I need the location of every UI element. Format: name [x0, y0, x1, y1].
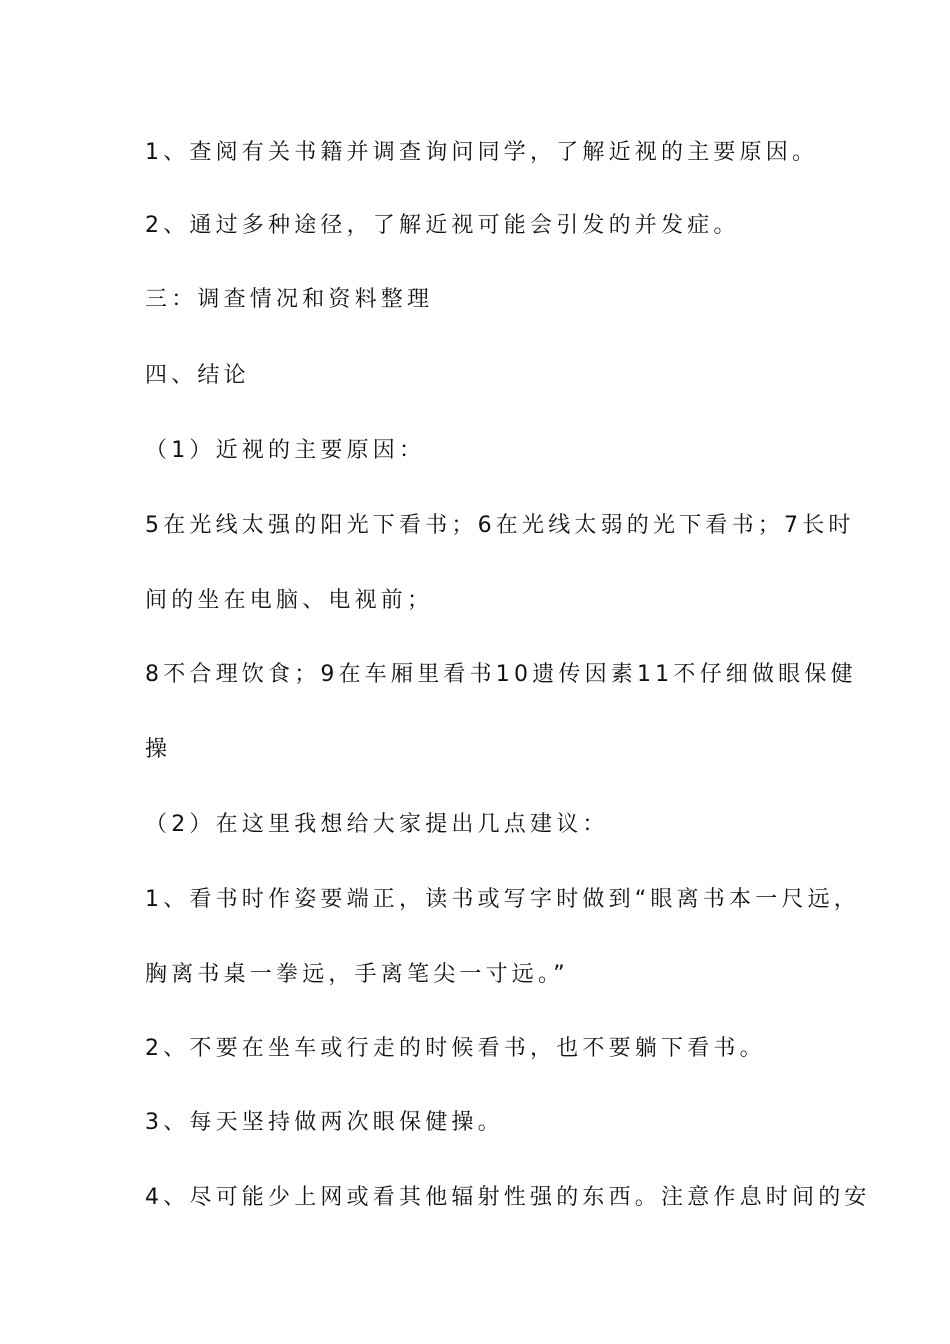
method-item-1: 1、查阅有关书籍并调查询问同学，了解近视的主要原因。: [145, 140, 819, 165]
suggestion-1-line-1: 1、看书时作姿要端正，读书或写字时做到“眼离书本一尺远，: [145, 887, 860, 912]
subheading-suggestions: （2）在这里我想给大家提出几点建议：: [145, 812, 609, 837]
section-heading-conclusion: 四、结论: [145, 363, 250, 388]
suggestion-1-line-2: 胸离书桌一拳远，手离笔尖一寸远。”: [145, 962, 569, 987]
subheading-causes: （1）近视的主要原因：: [145, 438, 426, 463]
causes-text-line-4: 操: [145, 737, 172, 762]
suggestion-2: 2、不要在坐车或行走的时候看书，也不要躺下看书。: [145, 1036, 766, 1061]
suggestion-3: 3、每天坚持做两次眼保健操。: [145, 1110, 504, 1135]
suggestion-4: 4、尽可能少上网或看其他辐射性强的东西。注意作息时间的安: [145, 1185, 871, 1210]
section-heading-investigation: 三：调查情况和资料整理: [145, 287, 434, 312]
causes-text-line-3: 8不合理饮食；9在车厢里看书10遗传因素11不仔细做眼保健: [145, 662, 857, 687]
causes-text-line-2: 间的坐在电脑、电视前；: [145, 588, 434, 613]
method-item-2: 2、通过多种途径，了解近视可能会引发的并发症。: [145, 213, 740, 238]
causes-text-line-1: 5在光线太强的阳光下看书；6在光线太弱的光下看书；7长时: [145, 513, 855, 538]
